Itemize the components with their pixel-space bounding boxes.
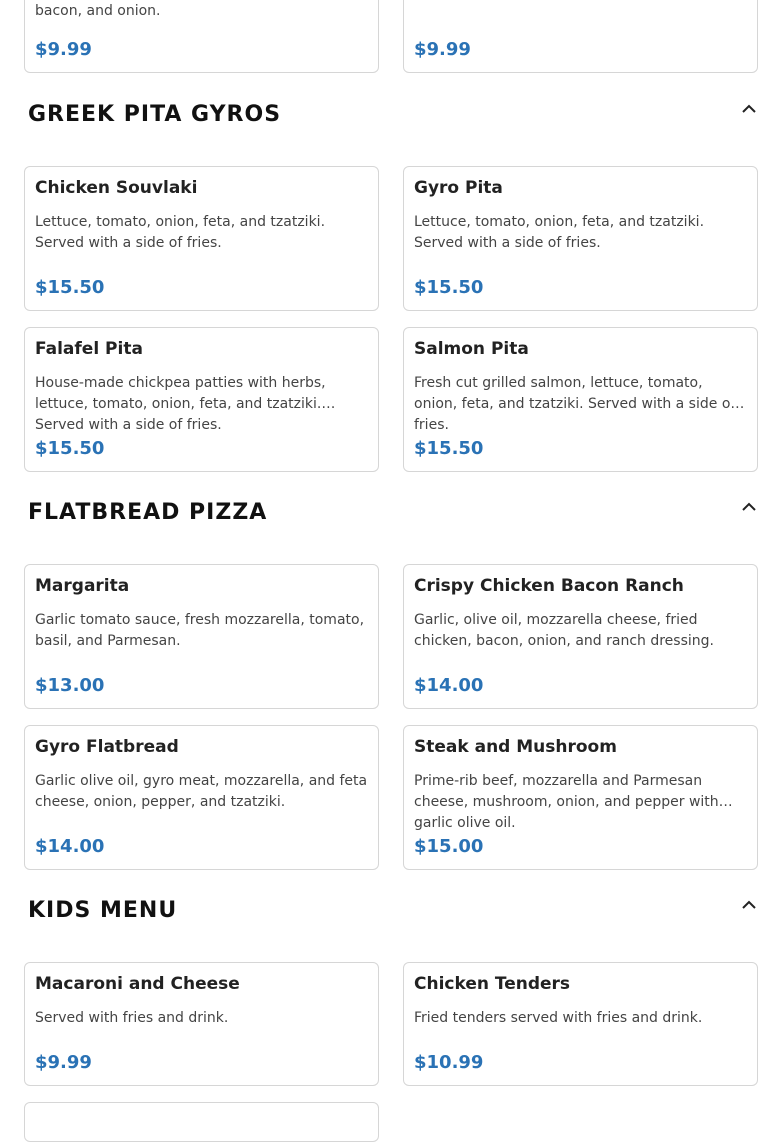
item-name: Steak and Mushroom (414, 737, 617, 757)
menu-item-card[interactable] (403, 564, 758, 709)
menu-item-card[interactable] (403, 962, 758, 1086)
item-name: Macaroni and Cheese (35, 974, 240, 994)
item-price: $9.99 (35, 39, 92, 60)
menu-item-card[interactable] (24, 962, 379, 1086)
menu-item-card[interactable] (24, 564, 379, 709)
item-name: Margarita (35, 576, 130, 596)
item-description: Garlic, olive oil, mozzarella cheese, fried chicken, bacon, onion, and ranch dressing. (414, 612, 714, 649)
chevron-up-icon[interactable] (740, 101, 758, 115)
item-description: Garlic tomato sauce, fresh mozzarella, tomato, basil, and Parmesan. (35, 612, 365, 649)
item-price: $13.00 (35, 675, 105, 696)
item-description: House-made chickpea patties with herbs, lettuce, tomato, onion, feta, and tzatziki. Served with a side of fries. (35, 375, 326, 433)
item-price: $14.00 (414, 675, 484, 696)
item-description: Prime-rib beef, mozzarella and Parmesan cheese, mushroom, onion, and pepper with garlic olive oil. (414, 773, 719, 831)
item-price: $15.50 (35, 277, 105, 298)
item-price: $10.99 (414, 1052, 484, 1073)
menu-item-card[interactable] (24, 725, 379, 870)
item-name: Falafel Pita (35, 339, 143, 359)
item-description: Fresh cut grilled salmon, lettuce, tomato, onion, feta, and tzatziki. Served with a side of fries. (414, 375, 736, 433)
item-name: Salmon Pita (414, 339, 529, 359)
item-price: $15.00 (414, 836, 484, 857)
menu-item-card[interactable] (24, 0, 379, 73)
item-description: Served with fries and drink. (35, 1010, 229, 1026)
item-description: Fried tenders served with fries and drink. (414, 1010, 703, 1026)
item-name: Gyro Flatbread (35, 737, 179, 757)
menu-item-card[interactable] (24, 327, 379, 472)
item-description: Garlic olive oil, gyro meat, mozzarella, and feta cheese, onion, pepper, and tzatziki. (35, 773, 368, 810)
chevron-up-icon[interactable] (740, 897, 758, 911)
item-price: $9.99 (35, 1052, 92, 1073)
item-description: Lettuce, tomato, onion, feta, and tzatziki. Served with a side of fries. (414, 214, 705, 251)
item-price: $15.50 (414, 438, 484, 459)
menu-item-card[interactable] (24, 166, 379, 311)
item-name: Crispy Chicken Bacon Ranch (414, 576, 684, 596)
menu-item-card[interactable] (403, 0, 758, 73)
item-name: Gyro Pita (414, 178, 503, 198)
section-title: KIDS MENU (28, 898, 178, 923)
item-description: Lettuce, tomato, onion, feta, and tzatziki. Served with a side of fries. (35, 214, 326, 251)
section-title: FLATBREAD PIZZA (28, 500, 268, 525)
chevron-up-icon[interactable] (740, 499, 758, 513)
menu-item-card[interactable] (403, 327, 758, 472)
item-description: bacon, and onion. (35, 3, 161, 19)
item-price: $9.99 (414, 39, 471, 60)
item-name: Chicken Tenders (414, 974, 571, 994)
menu-item-card[interactable] (403, 166, 758, 311)
section-title: GREEK PITA GYROS (28, 102, 282, 127)
menu-item-card[interactable] (24, 1102, 379, 1142)
menu-item-card[interactable] (403, 725, 758, 870)
item-price: $15.50 (35, 438, 105, 459)
item-name: Chicken Souvlaki (35, 178, 198, 198)
item-price: $14.00 (35, 836, 105, 857)
item-price: $15.50 (414, 277, 484, 298)
